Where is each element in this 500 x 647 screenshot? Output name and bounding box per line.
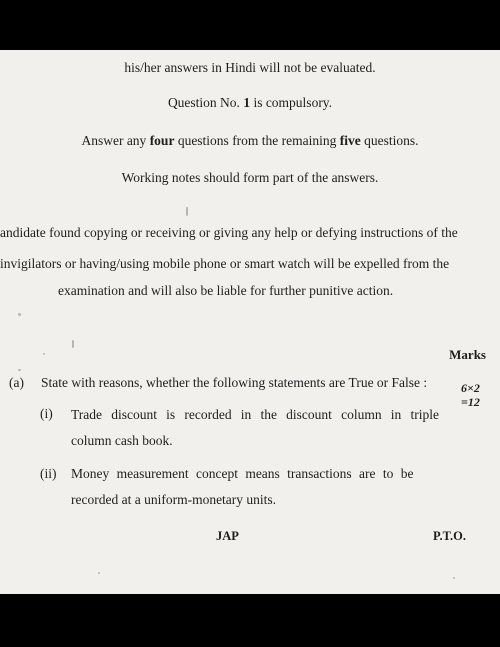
please-turn-over: P.T.O. — [433, 529, 466, 543]
instruction-copying-line-3: examination and will also be liable for further punitive action. — [58, 283, 394, 298]
item-ii-line-2: recorded at a uniform-monetary units. — [71, 492, 277, 507]
item-i-line-1: Trade discount is recorded in the discount column in triple — [71, 407, 439, 422]
item-i-label: (i) — [40, 406, 53, 421]
paper-code: JAP — [216, 529, 239, 543]
paper-speck — [453, 577, 455, 579]
exam-page — [0, 50, 500, 594]
marks-header: Marks — [449, 347, 486, 362]
question-marks-line-2: =12 — [461, 395, 480, 409]
paper-speck — [18, 313, 21, 316]
question-label: (a) — [9, 375, 24, 390]
paper-speck — [43, 353, 45, 355]
instruction-copying-line-1: andidate found copying or receiving or giving any help or defying instructions of the — [0, 225, 458, 240]
instruction-hindi: his/her answers in Hindi will not be evaluated. — [124, 60, 376, 75]
instruction-compulsory: Question No. 1 is compulsory. — [167, 95, 333, 110]
question-text: State with reasons, whether the following statements are True or False : — [41, 375, 428, 390]
instruction-answer-any: Answer any four questions from the remaining five questions. — [81, 133, 419, 148]
paper-speck — [186, 207, 188, 216]
item-i-line-2: column cash book. — [71, 433, 173, 448]
paper-speck — [18, 369, 21, 371]
paper-speck — [72, 340, 74, 348]
instruction-copying-line-2: invigilators or having/using mobile phone or smart watch will be expelled from the — [0, 256, 450, 271]
item-ii-line-1: Money measurement concept means transactions are to be — [71, 466, 414, 481]
question-marks-line-1: 6×2 — [461, 381, 480, 395]
paper-speck — [98, 572, 100, 574]
instruction-working-notes: Working notes should form part of the answers. — [121, 170, 379, 185]
item-ii-label: (ii) — [40, 466, 57, 481]
